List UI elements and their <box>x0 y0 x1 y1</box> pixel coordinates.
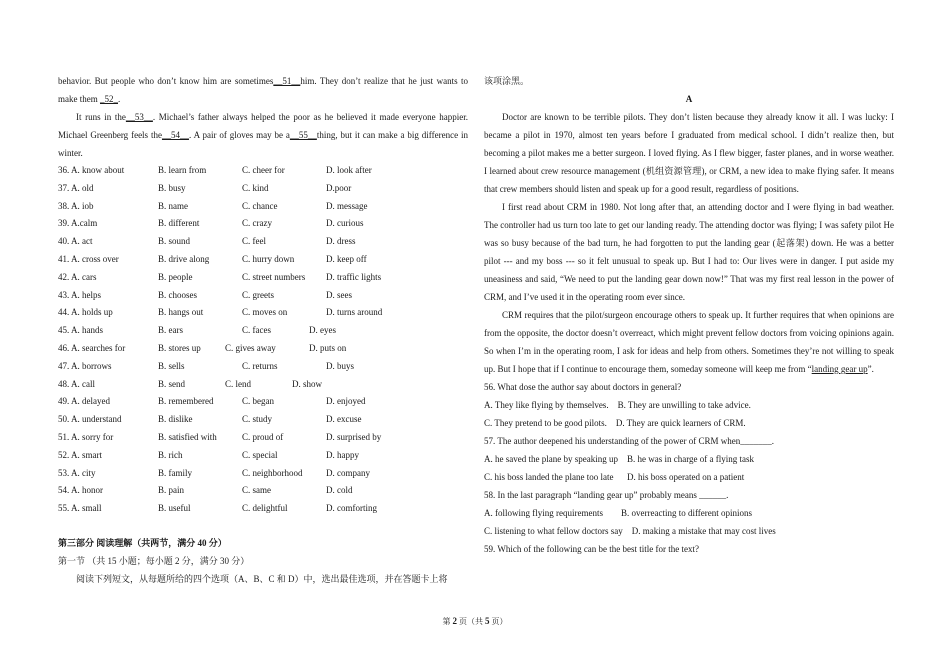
option-row <box>58 162 468 180</box>
section1-heading: 第一节 （共 15 小题；每小题 2 分，满分 30 分） <box>58 555 250 566</box>
option-b: B. name <box>158 200 188 211</box>
option-d: D. sees <box>326 289 352 300</box>
option-b: B. people <box>158 271 193 282</box>
option-a: 45. A. hands <box>58 325 103 336</box>
option-d: D. comforting <box>326 503 377 514</box>
option-c: C. neighborhood <box>242 467 303 478</box>
option-row <box>58 482 468 500</box>
option-c: C. feel <box>242 236 266 247</box>
option-c: C. gives away <box>225 342 276 353</box>
option-c: C. special <box>242 449 278 460</box>
option-d: D. show <box>292 378 323 389</box>
option-c: C. lend <box>225 378 251 389</box>
option-a: 51. A. sorry for <box>58 431 114 442</box>
option-c: C. kind <box>242 182 269 193</box>
option-a: 41. A. cross over <box>58 253 119 264</box>
option-c: C. street numbers <box>242 271 306 282</box>
option-a: 42. A. cars <box>58 271 97 282</box>
option-c: C. moves on <box>242 307 288 318</box>
option-row <box>58 411 468 429</box>
instruction-tail: 该项涂黑。 <box>484 76 530 86</box>
option-b: B. chooses <box>158 289 197 300</box>
option-a: 36. A. know about <box>58 165 125 175</box>
cloze-options-list <box>58 162 468 518</box>
option-a: 43. A. helps <box>58 289 102 300</box>
option-c: C. crazy <box>242 218 272 229</box>
option-b: B. sound <box>158 236 191 247</box>
q56-options-ab: A. They like flying by themselves. B. They are unwilling to take advice. <box>484 400 751 410</box>
option-c: C. chance <box>242 200 278 211</box>
question-57: 57. The author deepened his understanding of the power of CRM when_______. <box>484 436 775 446</box>
passage-label: A <box>685 94 693 104</box>
option-b: B. sells <box>158 360 185 371</box>
option-a: 52. A. smart <box>58 449 102 460</box>
option-row <box>58 287 468 305</box>
page-number: 2 <box>452 616 457 626</box>
option-d: D. look after <box>326 165 372 175</box>
option-b: B. ears <box>158 325 183 336</box>
part3-title: 第三部分 阅读理解（共两节，满分 40 分） <box>58 537 227 548</box>
q56-options-cd: C. They pretend to be good pilots. D. They are quick learners of CRM. <box>484 418 746 428</box>
option-a: 44. A. holds up <box>58 307 113 318</box>
option-c: C. returns <box>242 360 278 371</box>
option-c: C. cheer for <box>242 165 285 175</box>
q57-options-ab: A. he saved the plane by speaking up B. he was in charge of a flying task <box>484 454 755 464</box>
passage-final-paragraph: It runs in the__53__. Michael’s father always helped the poor as he believed it made everyone happier. Michael Greenberg feels the__54__. A pair of gloves may be a__55__thing, but it can make a big difference in winter. <box>58 112 468 158</box>
option-row <box>58 340 468 358</box>
option-d: D. cold <box>326 485 353 496</box>
option-d: D. turns around <box>326 307 383 318</box>
landing-gear-up-phrase: landing gear up <box>811 364 868 374</box>
option-d: D. surprised by <box>326 431 382 442</box>
reading-instruction: 阅读下列短文，从每题所给的四个选项（A、B、C 和 D）中，选出最佳选项，并在答题卡上将 <box>76 573 448 584</box>
option-row <box>58 465 468 483</box>
option-a: 37. A. old <box>58 182 94 193</box>
option-row <box>58 376 468 394</box>
option-row <box>58 180 468 198</box>
option-b: B. remembered <box>158 396 214 407</box>
option-row <box>58 251 468 269</box>
option-c: C. study <box>242 414 273 425</box>
option-c: C. same <box>242 485 271 496</box>
option-c: C. delightful <box>242 503 288 514</box>
option-c: C. proud of <box>242 431 284 442</box>
option-row <box>58 358 468 376</box>
blank-51: __51__ <box>273 76 301 86</box>
blank-55: __55__ <box>289 130 317 140</box>
q58-options-ab: A. following flying requirements B. overreacting to different opinions <box>484 508 753 518</box>
option-a: 46. A. searches for <box>58 342 126 353</box>
option-d: D. eyes <box>309 325 336 336</box>
option-c: C. greets <box>242 289 274 300</box>
option-d: D.poor <box>326 182 352 193</box>
option-row <box>58 198 468 216</box>
passage-paragraph-1: Doctor are known to be terrible pilots. They don’t listen because they already know it all. I was lucky: I became a pilot in 1970, almost ten years before I graduated from medical school. I didn’t realize then, but becoming a pilot makes me a better surgeon. I loved flying. As I flew bigger, faster planes, and in worse weather. I learned about crew resource management (机组资源管理), or CRM, a new idea to make flying safer. It means that crew members should listen and speak up for a good result, regardless of positions. <box>484 112 894 194</box>
passage-paragraph-3: CRM requires that the pilot/surgeon encourage others to speak up. It further requires that when opinions are from the opposite, the doctor doesn’t overreact, which might prevent fellow doctors from voicing opinions again. So when I’m in the operating room, I ask for ideas and help from others. Sometimes they’re not willing to speak up. But I hope that if I continue to encourage them, someday someone will keep me from “landing gear up”. <box>484 310 894 374</box>
option-b: B. hangs out <box>158 307 204 318</box>
option-row <box>58 322 468 340</box>
option-a: 39. A.calm <box>58 218 98 229</box>
option-d: D. message <box>326 200 368 211</box>
option-d: D. happy <box>326 449 359 460</box>
option-a: 55. A. small <box>58 503 102 514</box>
page-total: 5 <box>485 616 490 626</box>
blank-52: _52_ <box>100 94 118 104</box>
option-b: B. dislike <box>158 414 193 425</box>
option-row <box>58 269 468 287</box>
option-b: B. different <box>158 218 200 229</box>
option-a: 47. A. borrows <box>58 360 112 371</box>
question-56: 56. What dose the author say about doctors in general? <box>484 382 682 392</box>
option-b: B. useful <box>158 503 191 514</box>
option-row <box>58 393 468 411</box>
option-row <box>58 429 468 447</box>
blank-54: __54__ <box>161 130 189 140</box>
question-58: 58. In the last paragraph “landing gear up” probably means ______. <box>484 490 729 500</box>
option-c: C. faces <box>242 325 271 336</box>
option-d: D. puts on <box>309 342 347 353</box>
option-b: B. pain <box>158 485 184 496</box>
passage-tail-paragraph: behavior. But people who don’t know him are sometimes__51__him. They don’t realize that he just wants to make them _52_. <box>58 76 468 104</box>
option-d: D. keep off <box>326 253 367 264</box>
option-b: B. rich <box>158 449 183 460</box>
option-b: B. send <box>158 378 185 389</box>
option-d: D. company <box>326 467 370 478</box>
option-a: 54. A. honor <box>58 485 103 496</box>
option-a: 53. A. city <box>58 467 96 478</box>
q58-options-cd: C. listening to what fellow doctors say D. making a mistake that may cost lives <box>484 526 776 536</box>
option-b: B. busy <box>158 182 186 193</box>
page-footer: 第 2 页（共 5 页） <box>442 616 508 626</box>
option-a: 49. A. delayed <box>58 396 110 407</box>
option-b: B. family <box>158 467 192 478</box>
question-59: 59. Which of the following can be the best title for the text? <box>484 544 700 554</box>
option-c: C. began <box>242 396 274 407</box>
option-row <box>58 500 468 518</box>
option-row <box>58 447 468 465</box>
option-a: 50. A. understand <box>58 414 122 425</box>
option-d: D. excuse <box>326 414 362 425</box>
passage-paragraph-2: I first read about CRM in 1980. Not long after that, an attending doctor and I were flying in bad weather. The controller had us turn too late to get our landing ready. The attending doctor was flying; I was safety pilot He was so busy because of the bad turn, he had forgotten to put the landing gear (起落架) down. He was a better pilot --- and my boss --- so it felt unusual to speak up. But I had to: Our lives were in danger. I put aside my uneasiness and said, “We need to put the landing gear down now!” That was my first real lesson in the power of CRM, and I’ve used it in the operating room ever since. <box>484 202 894 302</box>
option-row <box>58 304 468 322</box>
option-d: D. buys <box>326 360 355 371</box>
option-b: B. stores up <box>158 342 201 353</box>
blank-53: __53__ <box>125 112 153 122</box>
option-a: 48. A. call <box>58 378 95 389</box>
option-b: B. satisfied with <box>158 431 217 442</box>
option-b: B. drive along <box>158 253 210 264</box>
option-row <box>58 215 468 233</box>
option-row <box>58 233 468 251</box>
right-column <box>484 72 894 558</box>
option-d: D. dress <box>326 236 356 247</box>
option-b: B. learn from <box>158 165 207 175</box>
left-column <box>58 72 468 588</box>
option-d: D. traffic lights <box>326 271 382 282</box>
option-c: C. hurry down <box>242 253 295 264</box>
option-d: D. enjoyed <box>326 396 366 407</box>
option-a: 40. A. act <box>58 236 93 247</box>
option-a: 38. A. iob <box>58 200 94 211</box>
option-d: D. curious <box>326 218 364 229</box>
q57-options-cd: C. his boss landed the plane too late D. his boss operated on a patient <box>484 472 745 482</box>
